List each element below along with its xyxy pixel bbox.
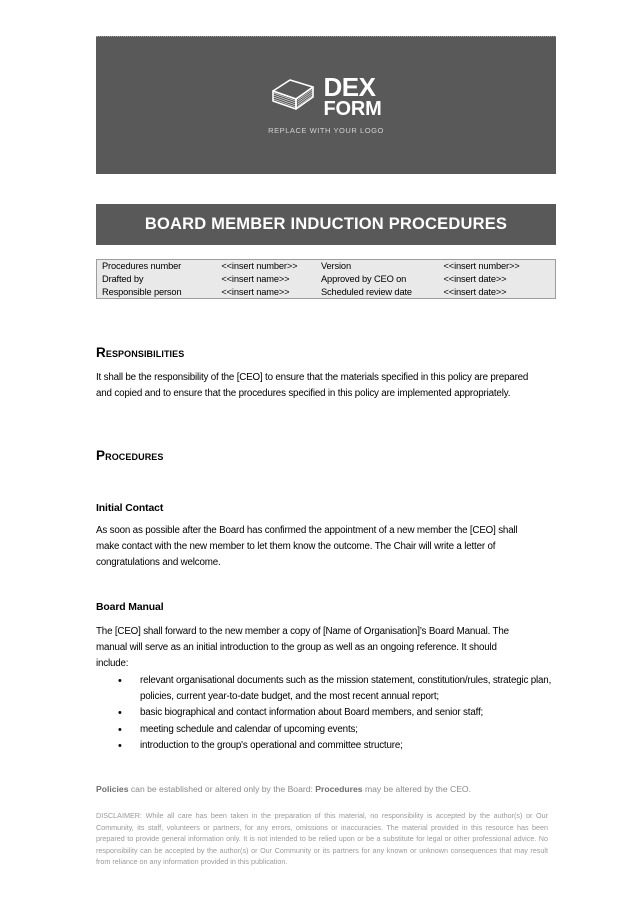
policies-bold-policies: Policies <box>96 784 129 794</box>
policies-bold-procedures: Procedures <box>315 784 363 794</box>
policies-text-1: can be established or altered only by the Board: <box>128 784 316 794</box>
value-approved-by-ceo-on: <<insert date>> <box>443 274 507 285</box>
heading-initial-contact: Initial Contact <box>96 503 164 514</box>
logo-word-secondary: FORM <box>323 98 382 121</box>
list-item-text: introduction to the group's operational and committee structure; <box>140 739 403 751</box>
list-item-text: basic biographical and contact information about Board members, and senior staff; <box>140 707 484 719</box>
label-scheduled-review-date: Scheduled review date <box>321 286 412 297</box>
heading-responsibilities: Responsibilities <box>96 345 185 360</box>
policies-statement <box>96 783 548 796</box>
label-procedures-number: Procedures number <box>102 261 182 272</box>
paragraph-initial-contact: As soon as possible after the Board has confirmed the appointment of a new member the [CEO] shall make contact with the new member to let them know the outcome. The Chair will write a letter of congratulations and welcome. <box>96 525 518 569</box>
value-responsible-person: <<insert name>> <box>221 286 290 297</box>
logo-tagline: REPLACE WITH YOUR LOGO <box>268 125 384 135</box>
list-item <box>96 673 556 705</box>
list-item <box>96 722 556 738</box>
list-item <box>96 738 556 754</box>
policies-text-2: may be altered by the CEO. <box>362 784 472 794</box>
value-version: <<insert number>> <box>443 261 520 272</box>
bullet-icon: • <box>118 675 122 687</box>
table-row <box>97 286 556 299</box>
bullet-icon: • <box>118 723 122 736</box>
stacked-paper-logo-icon <box>270 77 316 117</box>
table-row <box>97 273 556 286</box>
logo-word-primary: DEX <box>323 72 376 103</box>
logo-wordmark <box>323 72 382 121</box>
paragraph-board-manual: The [CEO] shall forward to the new member a copy of [Name of Organisation]’s Board Manual. The manual will serve as an initial introduction to the group as well as an ongoing reference. It should include: <box>96 626 509 670</box>
document-title-bar <box>96 204 556 245</box>
label-responsible-person: Responsible person <box>102 286 182 297</box>
paragraph-responsibilities: It shall be the responsibility of the [CEO] to ensure that the materials specified in this policy are prepared and copied and to ensure that the procedures specified in this policy are implemented appropriately. <box>96 372 529 400</box>
heading-board-manual: Board Manual <box>96 602 164 613</box>
logo-lockup <box>270 72 382 121</box>
value-drafted-by: <<insert name>> <box>221 274 290 285</box>
logo-banner <box>96 36 556 174</box>
page-title: BOARD MEMBER INDUCTION PROCEDURES <box>144 215 508 233</box>
list-item-text: relevant organisational documents such as the mission statement, constitution/rules, strategic plan, policies, current year-to-date budget, and the most recent annual report; <box>140 675 552 703</box>
board-manual-bullet-list <box>96 673 556 754</box>
value-procedures-number: <<insert number>> <box>221 261 298 272</box>
list-item <box>96 705 556 721</box>
bullet-icon: • <box>118 707 122 720</box>
document-metadata-table <box>96 259 556 299</box>
label-drafted-by: Drafted by <box>102 274 144 285</box>
bullet-icon: • <box>118 739 122 752</box>
list-item-text: meeting schedule and calendar of upcoming events; <box>140 723 358 735</box>
label-version: Version <box>321 261 351 272</box>
value-scheduled-review-date: <<insert date>> <box>443 286 507 297</box>
table-row <box>97 260 556 273</box>
heading-procedures: Procedures <box>96 448 164 463</box>
label-approved-by-ceo-on: Approved by CEO on <box>321 274 407 285</box>
disclaimer-text: DISCLAIMER: While all care has been taken in the preparation of this material, no responsibility is accepted by the author(s) or Our Community, its staff, volunteers or partners, for any errors, omissions or inaccuracies. The material provided in this resource has been prepared to provide general information only. It is not intended to be relied upon or be a substitute for legal or other professional advice. No responsibility can be accepted by the author(s) or Our Community or its partners for any known or unknown consequences that may result from reliance on any information provided in this publication. <box>96 811 548 867</box>
